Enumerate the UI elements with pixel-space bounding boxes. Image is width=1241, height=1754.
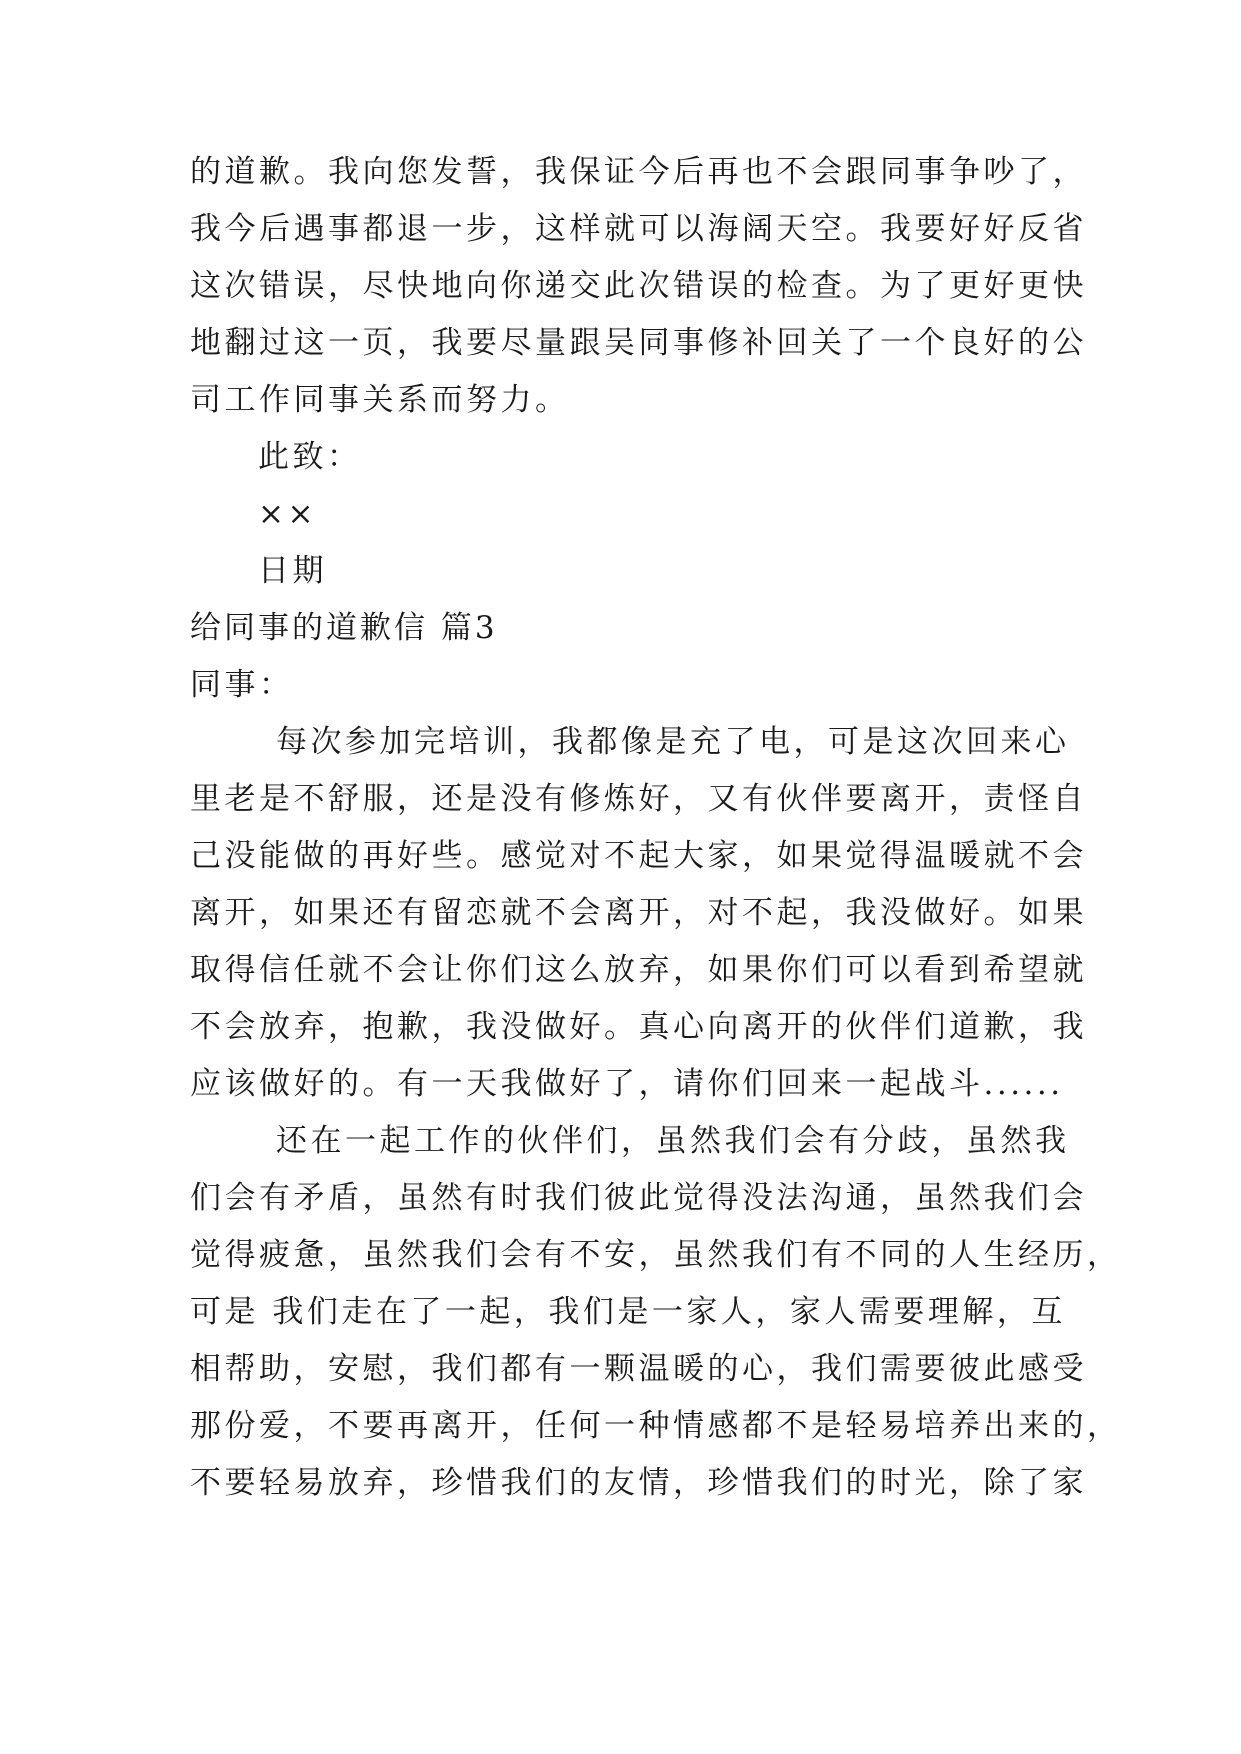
section-title: 给同事的道歉信 篇3 xyxy=(190,610,498,646)
text-line: 不会放弃，抱歉，我没做好。真心向离开的伙伴们道歉，我 xyxy=(190,1009,1087,1045)
text-line: 每次参加完培训，我都像是充了电，可是这次回来心 xyxy=(276,724,1070,760)
salutation: 同事： xyxy=(190,667,294,703)
text-line: 己没能做的再好些。感觉对不起大家，如果觉得温暖就不会 xyxy=(190,838,1087,874)
text-line: 司工作同事关系而努力。 xyxy=(190,382,570,418)
text-line: 的道歉。我向您发誓，我保证今后再也不会跟同事争吵了， xyxy=(190,154,1087,190)
text-line: 那份爱，不要再离开，任何一种情感都不是轻易培养出来的， xyxy=(190,1408,1122,1444)
date-text: 日期 xyxy=(258,553,327,589)
closing-text: 此致： xyxy=(258,439,362,475)
text-line: 相帮助，安慰，我们都有一颗温暖的心，我们需要彼此感受 xyxy=(190,1351,1087,1387)
text-line: 离开，如果还有留恋就不会离开，对不起，我没做好。如果 xyxy=(190,895,1087,931)
text-line: 应该做好的。有一天我做好了，请你们回来一起战斗...... xyxy=(190,1066,1064,1102)
text-line: 可是 我们走在了一起，我们是一家人，家人需要理解，互 xyxy=(190,1294,1066,1330)
signature-text: ×× xyxy=(258,496,317,532)
text-line: 我今后遇事都退一步，这样就可以海阔天空。我要好好反省 xyxy=(190,211,1087,247)
text-line: 们会有矛盾，虽然有时我们彼此觉得没法沟通，虽然我们会 xyxy=(190,1180,1087,1216)
text-line: 里老是不舒服，还是没有修炼好，又有伙伴要离开，责怪自 xyxy=(190,781,1087,817)
text-line: 地翻过这一页，我要尽量跟吴同事修补回关了一个良好的公 xyxy=(190,325,1087,361)
text-line: 还在一起工作的伙伴们，虽然我们会有分歧，虽然我 xyxy=(276,1123,1070,1159)
text-line: 这次错误，尽快地向你递交此次错误的检查。为了更好更快 xyxy=(190,268,1087,304)
text-line: 取得信任就不会让你们这么放弃，如果你们可以看到希望就 xyxy=(190,952,1087,988)
text-line: 觉得疲惫，虽然我们会有不安，虽然我们有不同的人生经历， xyxy=(190,1237,1122,1273)
text-line: 不要轻易放弃，珍惜我们的友情，珍惜我们的时光，除了家 xyxy=(190,1465,1087,1501)
